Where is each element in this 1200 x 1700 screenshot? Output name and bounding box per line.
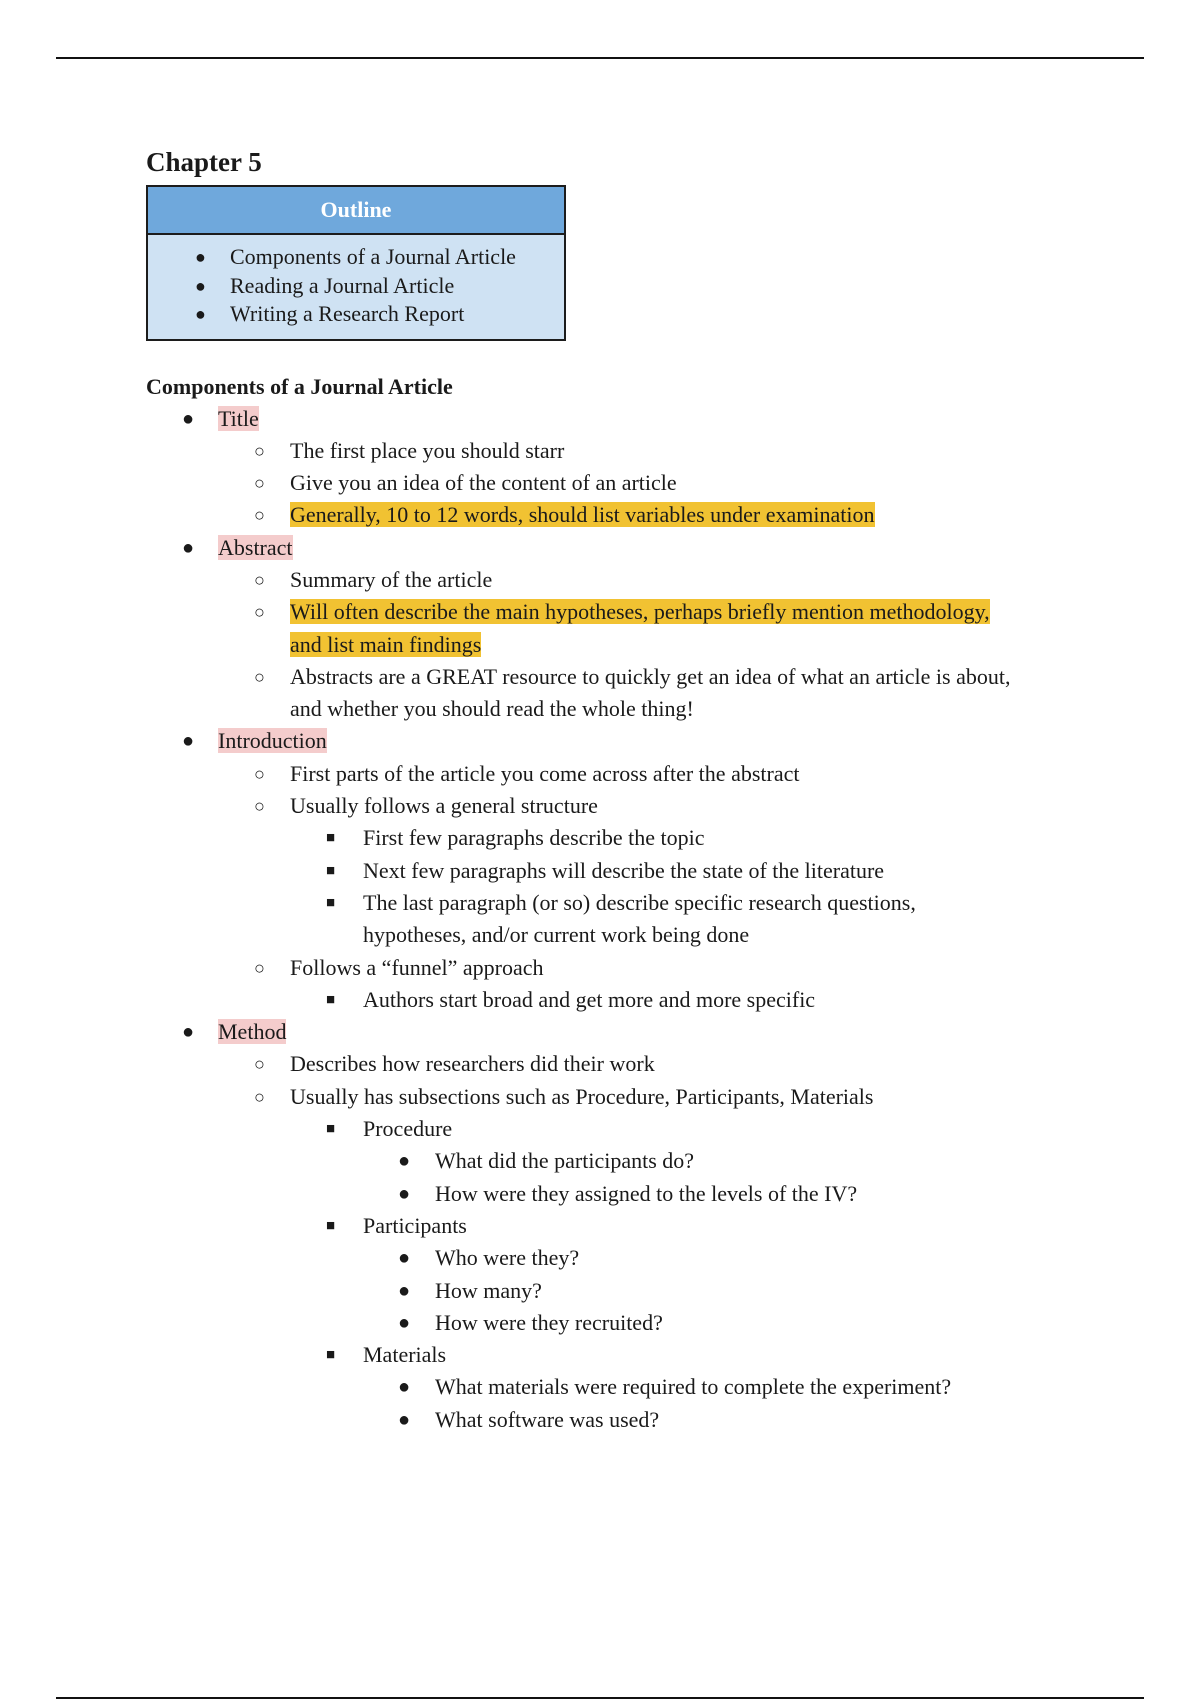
highlighted-text: Will often describe the main hypotheses, perhaps briefly mention methodology, <box>290 599 990 625</box>
bullet-circle-icon: ○ <box>254 440 265 461</box>
list-item <box>146 1081 1096 1113</box>
list-item-text: Who were they? <box>435 1245 580 1271</box>
component-label: Title <box>218 405 259 431</box>
list-item-text: Materials <box>363 1342 447 1368</box>
list-item-text: First few paragraphs describe the topic <box>363 825 705 851</box>
list-item <box>146 499 1096 531</box>
list-item <box>146 952 1096 984</box>
highlighted-text: Generally, 10 to 12 words, should list variables under examination <box>290 502 875 528</box>
outline-header: Outline <box>148 187 564 235</box>
list-item-text: What did the participants do? <box>435 1148 695 1174</box>
component-label: Abstract <box>218 534 293 560</box>
list-item <box>146 887 1096 919</box>
bullet-disc-icon: ● <box>182 730 195 753</box>
bullet-disc-icon: ● <box>398 1279 411 1302</box>
outline-item-label: Reading a Journal Article <box>230 272 455 298</box>
list-item-continuation <box>146 629 1096 661</box>
list-item <box>146 855 1096 887</box>
list-item-text: How were they assigned to the levels of the IV? <box>435 1180 858 1206</box>
list-item <box>146 1371 1096 1403</box>
list-item-text: Usually follows a general structure <box>290 793 598 819</box>
bullet-square-icon: ■ <box>326 1121 336 1138</box>
document-body <box>146 140 1096 1436</box>
outline-item <box>148 243 564 272</box>
list-item-text: How many? <box>435 1277 542 1303</box>
list-item <box>146 984 1096 1016</box>
bullet-circle-icon: ○ <box>254 473 265 494</box>
bullet-disc-icon: ● <box>398 1182 411 1205</box>
list-item <box>146 564 1096 596</box>
list-item-text: Participants <box>363 1212 467 1238</box>
bullet-circle-icon: ○ <box>254 796 265 817</box>
list-item-text: Describes how researchers did their work <box>290 1051 655 1077</box>
chapter-title: Chapter 5 <box>146 147 262 177</box>
list-item-text: How were they recruited? <box>435 1309 663 1335</box>
bullet-square-icon: ■ <box>326 1347 336 1364</box>
bullet-disc-icon: ● <box>182 1021 195 1044</box>
bullet-circle-icon: ○ <box>254 569 265 590</box>
list-item-text: and whether you should read the whole thing! <box>290 696 694 722</box>
list-item <box>146 1048 1096 1080</box>
list-item-method <box>146 1016 1096 1048</box>
bullet-disc-icon: ● <box>398 1150 411 1173</box>
list-item-text: Abstracts are a GREAT resource to quickly get an idea of what an article is about, <box>290 663 1011 689</box>
list-item-text: The first place you should starr <box>290 437 565 463</box>
bullet-disc-icon: ● <box>182 536 195 559</box>
component-label: Method <box>218 1019 287 1045</box>
list-item-continuation <box>146 693 1096 725</box>
list-item <box>146 661 1096 693</box>
list-item <box>146 1275 1096 1307</box>
outline-item <box>148 300 564 329</box>
bullet-circle-icon: ○ <box>254 957 265 978</box>
list-item-text: Usually has subsections such as Procedure, Participants, Materials <box>290 1083 874 1109</box>
list-item <box>146 435 1096 467</box>
list-item <box>146 1178 1096 1210</box>
section-heading: Components of a Journal Article <box>146 373 453 399</box>
bullet-circle-icon: ○ <box>254 602 265 623</box>
bullet-circle-icon: ○ <box>254 1054 265 1075</box>
outline-list <box>148 235 564 339</box>
page-top-rule <box>56 57 1144 59</box>
list-item-text: What software was used? <box>435 1406 660 1432</box>
page-bottom-rule <box>56 1697 1144 1699</box>
bullet-circle-icon: ○ <box>254 1086 265 1107</box>
bullet-disc-icon: ● <box>182 407 195 430</box>
list-item-text: Procedure <box>363 1116 453 1142</box>
bullet-circle-icon: ○ <box>254 763 265 784</box>
bullet-circle-icon: ○ <box>254 505 265 526</box>
list-item <box>146 1145 1096 1177</box>
bullet-disc-icon: ● <box>398 1311 411 1334</box>
bullet-disc-icon: ● <box>398 1247 411 1270</box>
list-item-title <box>146 403 1096 435</box>
list-item-text: The last paragraph (or so) describe specific research questions, <box>363 889 916 915</box>
bullet-disc-icon: ● <box>195 247 206 267</box>
bullet-circle-icon: ○ <box>254 666 265 687</box>
list-item <box>146 467 1096 499</box>
bullet-square-icon: ■ <box>326 894 336 911</box>
list-item-abstract <box>146 532 1096 564</box>
list-item <box>146 1242 1096 1274</box>
list-item <box>146 822 1096 854</box>
bullet-square-icon: ■ <box>326 991 336 1008</box>
list-item-participants <box>146 1210 1096 1242</box>
list-item-text: hypotheses, and/or current work being done <box>363 922 750 948</box>
bullet-square-icon: ■ <box>326 1217 336 1234</box>
list-item-introduction <box>146 725 1096 757</box>
bullet-square-icon: ■ <box>326 862 336 879</box>
list-item-materials <box>146 1339 1096 1371</box>
bullet-disc-icon: ● <box>195 304 206 324</box>
list-item <box>146 790 1096 822</box>
outline-item-label: Writing a Research Report <box>230 301 465 326</box>
list-item-text: Give you an idea of the content of an article <box>290 470 677 496</box>
outline-item-label: Components of a Journal Article <box>230 244 516 269</box>
list-item-text: What materials were required to complete the experiment? <box>435 1374 952 1400</box>
components-list <box>146 403 1096 1437</box>
bullet-square-icon: ■ <box>326 830 336 847</box>
outline-box <box>146 185 566 341</box>
list-item-text: Summary of the article <box>290 566 493 592</box>
list-item-text: Authors start broad and get more and more specific <box>363 986 816 1012</box>
list-item-procedure <box>146 1113 1096 1145</box>
list-item-text: Follows a “funnel” approach <box>290 954 544 980</box>
bullet-disc-icon: ● <box>398 1408 411 1431</box>
bullet-disc-icon: ● <box>195 275 206 296</box>
list-item <box>146 596 1096 628</box>
list-item <box>146 758 1096 790</box>
outline-item <box>148 272 564 301</box>
list-item-text: First parts of the article you come across after the abstract <box>290 760 800 786</box>
component-label: Introduction <box>218 728 327 754</box>
list-item <box>146 1404 1096 1436</box>
highlighted-text: and list main findings <box>290 631 482 657</box>
bullet-disc-icon: ● <box>398 1376 411 1399</box>
list-item-continuation <box>146 919 1096 951</box>
list-item <box>146 1307 1096 1339</box>
list-item-text: Next few paragraphs will describe the state of the literature <box>363 857 885 883</box>
